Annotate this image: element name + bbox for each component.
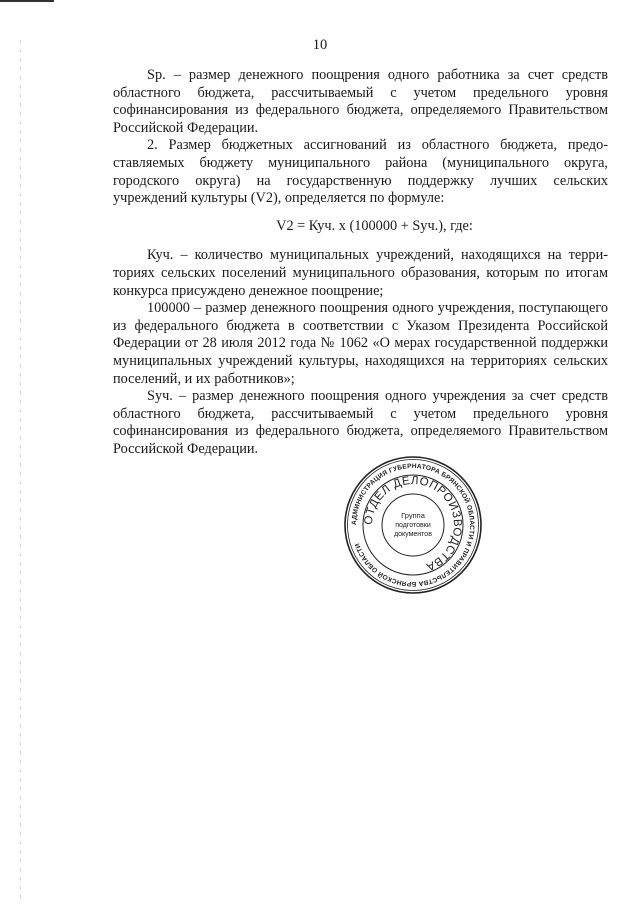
stamp-outer-text: АДМИНИСТРАЦИЯ ГУБЕРНАТОРА БРЯНСКОЙ ОБЛАСТИ И ПРАВИТЕЛЬСТВА БРЯНСКОЙ ОБЛАСТИ [350,462,476,588]
scan-margin-dots [20,40,21,900]
paragraph-sr-definition: Sр. – размер денежного поощрения одного работника за счет средств областного бюджета, рассчитываемый с учетом предельного уровня софинансирования из федерального бюджета, определяемого Правительством Российской Федерации. [113,67,608,136]
document-body [113,67,608,458]
paragraph-v2-intro: 2. Размер бюджетных ассигнований из областного бюджета, предоставляемых бюджету муниципального района (муниципального округа, городского округа) на государственную поддержку лучших сельских учреждений культуры (V2), определяется по формуле: [113,137,608,207]
paragraph-such-definition: Sуч. – размер денежного поощрения одного учреждения за счет средств областного бюджета, рассчитываемый с учетом предельного уровня софинансирования из федерального бюджета, определяемого Правительством Российской Федерации. [113,388,608,457]
official-stamp [343,455,483,595]
top-rule [0,0,54,2]
paragraph-100000-definition: 100000 – размер денежного поощрения одного учреждения, поступающего из федерального бюджета в соответствии с Указом Президента Российской Федерации от 28 июля 2012 года № 1062 «О мерах государственной поддержки муниципальных учреждений культуры, находящихся на территориях сельских поселений, и их работников»; [113,300,608,387]
formula-v2: V2 = Куч. х (100000 + Sуч.), где: [276,217,473,234]
page-number: 10 [312,37,328,53]
stamp-center-line-3: документов [394,531,432,538]
paragraph-kuch-definition: Куч. – количество муниципальных учреждений, находящихся на территориях сельских поселений муниципального образования, которым по итогам конкурса присуждено денежное поощрение; [113,247,608,299]
stamp-center-line-2: подготовки [395,522,431,529]
stamp-center-line-1: Группа [401,511,425,520]
stamp-inner-text: ОТДЕЛ ДЕЛОПРОИЗВОДСТВА [362,474,464,573]
